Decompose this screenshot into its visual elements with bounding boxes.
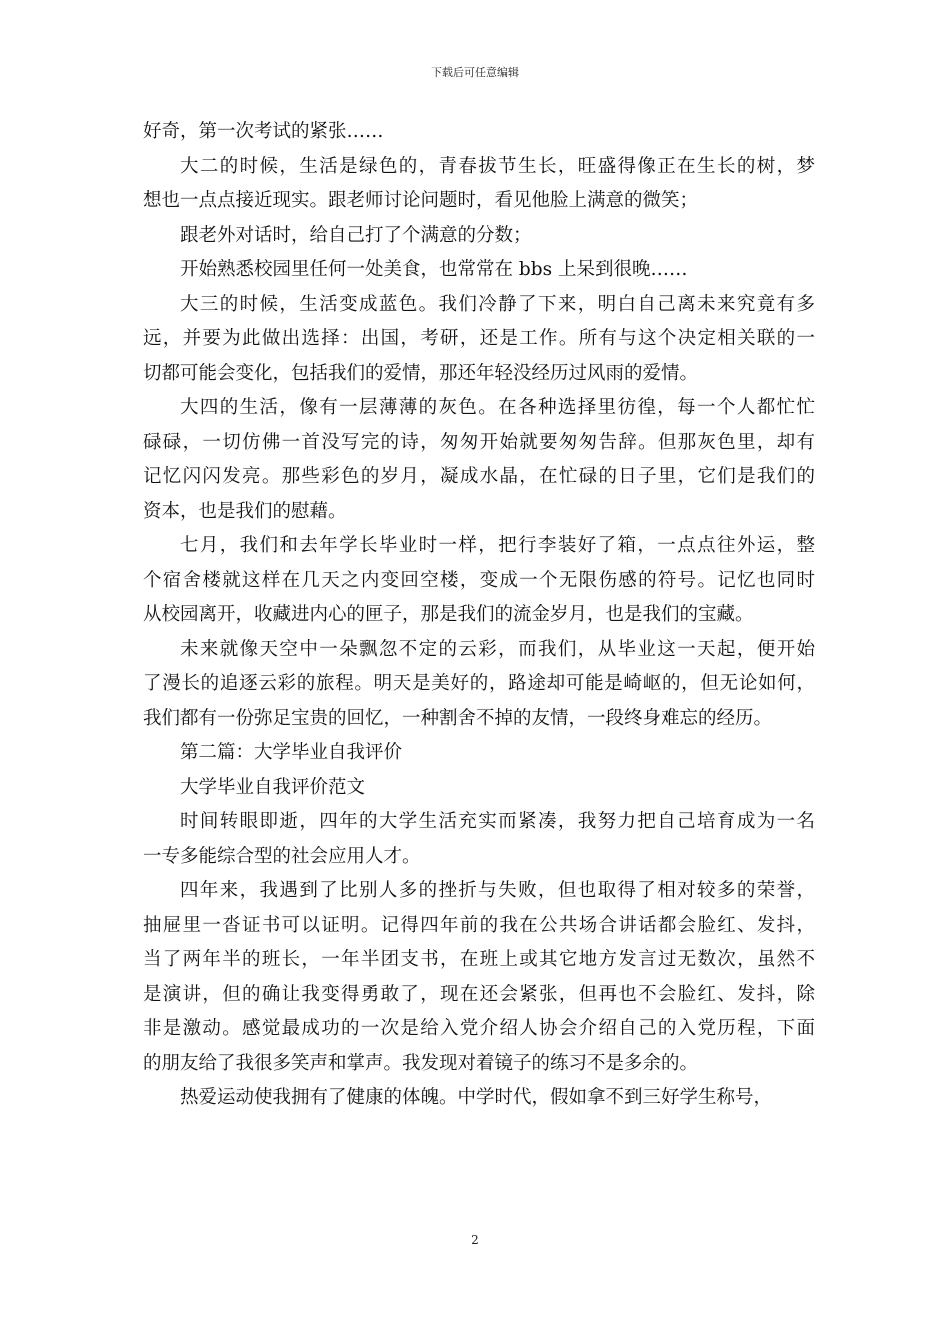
paragraph: [143, 874, 815, 1081]
text-line: 大二的时候，生活是绿色的，青春拔节生长，旺盛得像正在生长的树，梦: [180, 155, 815, 177]
paragraph: [143, 1081, 815, 1116]
text-line: 远，并要为此做出选择：出国，考研，还是工作。所有与这个决定相关联的一: [143, 328, 815, 349]
text-line: 第二篇：大学毕业自我评价: [180, 742, 403, 763]
paragraph: [143, 150, 815, 219]
text-line: 大四的生活，像有一层薄薄的灰色。在各种选择里彷徨，每一个人都忙忙: [180, 397, 815, 418]
text-line: 当了两年半的班长，一年半团支书，在班上或其它地方发言过无数次，虽然不: [143, 949, 815, 970]
paragraph: [143, 253, 815, 288]
paragraph: [143, 115, 815, 150]
paragraph: [143, 529, 815, 633]
document-body: [143, 115, 815, 1116]
text-line: 开始熟悉校园里任何一处美食，也常常在 bbs 上呆到很晚……: [180, 259, 688, 280]
text-line: 是演讲，但的确让我变得勇敢了，现在还会紧张，但再也不会脸红、发抖，除: [143, 983, 815, 1005]
page-header: 下载后可任意编辑: [431, 66, 519, 79]
text-line: 一专多能综合型的社会应用人才。: [143, 845, 421, 867]
text-line: 跟老外对话时，给自己打了个满意的分数；: [180, 224, 532, 246]
text-line: 切都可能会变化，包括我们的爱情，那还年轻没经历过风雨的爱情。: [143, 362, 699, 384]
page-number: 2: [471, 1233, 479, 1247]
text-line: 大三的时候，生活变成蓝色。我们冷静了下来，明白自己离未来究竟有多: [180, 293, 815, 315]
text-line: 想也一点点接近现实。跟老师讨论问题时，看见他脸上满意的微笑；: [143, 190, 699, 211]
text-line: 未来就像天空中一朵飘忽不定的云彩，而我们，从毕业这一天起，便开始: [180, 638, 815, 660]
text-line: 个宿舍楼就这样在几天之内变回空楼，变成一个无限伤感的符号。记忆也同时: [143, 569, 815, 591]
text-line: 时间转眼即逝，四年的大学生活充实而紧凑，我努力把自己培育成为一名: [180, 811, 815, 832]
text-line: 记忆闪闪发亮。那些彩色的岁月，凝成水晶，在忙碌的日子里，它们是我们的: [143, 466, 815, 487]
section-subheading: [143, 771, 815, 806]
text-line: 热爱运动使我拥有了健康的体魄。中学时代，假如拿不到三好学生称号，: [180, 1087, 773, 1108]
text-line: 七月，我们和去年学长毕业时一样，把行李装好了箱，一点点往外运，整: [180, 535, 815, 556]
text-line: 了漫长的追逐云彩的旅程。明天是美好的，路途却可能是崎岖的，但无论如何，: [143, 673, 815, 694]
text-line: 资本，也是我们的慰藉。: [143, 500, 347, 522]
paragraph: [143, 391, 815, 529]
text-line: 四年来，我遇到了比别人多的挫折与失败，但也取得了相对较多的荣誉，: [180, 880, 815, 901]
text-line: 我们都有一份弥足宝贵的回忆，一种割舍不掉的友情，一段终身难忘的经历。: [143, 707, 773, 729]
section-heading: [143, 736, 815, 771]
text-line: 抽屉里一沓证书可以证明。记得四年前的我在公共场合讲话都会脸红、发抖，: [143, 914, 815, 936]
text-line: 碌碌，一切仿佛一首没写完的诗，匆匆开始就要匆匆告辞。但那灰色里，却有: [143, 431, 815, 453]
text-line: 好奇，第一次考试的紧张……: [143, 121, 384, 142]
paragraph: [143, 219, 815, 254]
paragraph: [143, 633, 815, 737]
paragraph: [143, 288, 815, 392]
text-line: 非是激动。感觉最成功的一次是给入党介绍人协会介绍自己的入党历程，下面: [143, 1018, 815, 1039]
text-line: 从校园离开，收藏进内心的匣子，那是我们的流金岁月，也是我们的宝藏。: [143, 604, 754, 625]
text-line: 的朋友给了我很多笑声和掌声。我发现对着镜子的练习不是多余的。: [143, 1052, 699, 1074]
paragraph: [143, 805, 815, 874]
text-line: 大学毕业自我评价范文: [180, 776, 366, 798]
